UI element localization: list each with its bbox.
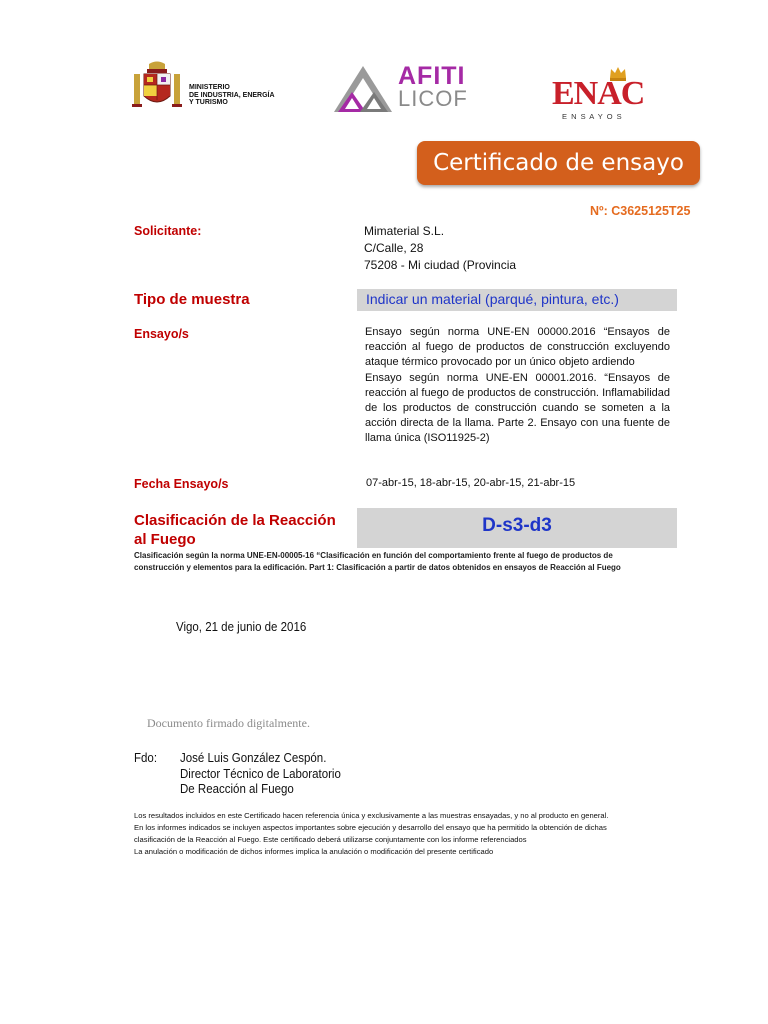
ministerio-text: MINISTERIO DE INDUSTRIA, ENERGÍA Y TURISMO bbox=[189, 84, 275, 107]
footer-line: clasificación de la Reacción al Fuego. Este certificado deberá utilizarse conjuntamente con los informe referenciados bbox=[134, 835, 527, 844]
ministerio-logo bbox=[132, 60, 292, 116]
footer-line: En los informes indicados se incluyen aspectos importantes sobre ejecución y desarrollo del ensayo que ha permitido la obtención de dichas bbox=[134, 823, 607, 832]
clasificacion-note: Clasificación según la norma UNE-EN-00005-16 “Clasificación en función del comportamiento frente al fuego de productos de construcción y elementos para la edificación. Part 1: Clasificación a partir de datos obtenidos en ensayos de Reacción al Fuego bbox=[134, 551, 621, 572]
signatory-name: José Luis González Cespón. bbox=[180, 751, 327, 765]
enac-logo bbox=[552, 64, 647, 124]
solicitante-address: C/Calle, 28 bbox=[364, 241, 424, 255]
ensayo-paragraph: Ensayo según norma UNE-EN 00000.2016 “Ensayos de reacción al fuego de productos de construcción excluyendo ataque térmico provocado por un único objeto ardiendo bbox=[365, 326, 670, 369]
tipo-muestra-value: Indicar un material (parqué, pintura, etc.) bbox=[366, 291, 619, 307]
ensayos-text bbox=[365, 325, 670, 447]
solicitante-label: Solicitante: bbox=[134, 224, 202, 238]
afiti-triangle-icon bbox=[332, 64, 394, 114]
signatory-department: De Reacción al Fuego bbox=[180, 782, 294, 796]
digital-signature-note: Documento firmado digitalmente. bbox=[147, 716, 310, 730]
signatory-role: Director Técnico de Laboratorio bbox=[180, 766, 341, 781]
afiti-text: AFITI bbox=[398, 62, 466, 90]
solicitante-name: Mimaterial S.L. bbox=[364, 224, 445, 238]
enac-text: ENAC bbox=[552, 75, 645, 112]
certificate-number: Nº: C3625125T25 bbox=[590, 204, 691, 218]
signatory-block bbox=[180, 751, 341, 798]
certificate-title-banner: Certificado de ensayo bbox=[417, 141, 700, 185]
footer-line: Los resultados incluidos en este Certificado hacen referencia única y exclusivamente a las muestras ensayadas, y no al producto en general. bbox=[134, 811, 609, 820]
coat-of-arms-icon bbox=[132, 60, 182, 114]
enac-ensayos-text: E N S A Y O S bbox=[562, 112, 623, 121]
fecha-ensayo-label: Fecha Ensayo/s bbox=[134, 477, 229, 491]
fecha-ensayo-value: 07-abr-15, 18-abr-15, 20-abr-15, 21-abr-15 bbox=[366, 477, 576, 489]
solicitante-city: 75208 - Mi ciudad (Provincia bbox=[364, 258, 517, 272]
ensayos-label: Ensayo/s bbox=[134, 327, 189, 341]
clasificacion-value: D-s3-d3 bbox=[482, 515, 552, 536]
tipo-muestra-label: Tipo de muestra bbox=[134, 291, 250, 308]
afiti-licof-logo bbox=[332, 64, 492, 116]
fdo-label: Fdo: bbox=[134, 751, 158, 765]
clasificacion-label: Clasificación de la Reacción al Fuego bbox=[134, 512, 336, 548]
legal-footer bbox=[134, 810, 694, 858]
licof-text: LICOF bbox=[398, 86, 468, 111]
footer-line: La anulación o modificación de dichos informes implica la anulación o modificación del presente certificado bbox=[134, 847, 494, 856]
ensayo-paragraph: Ensayo según norma UNE-EN 00001.2016. “Ensayos de reacción al fuego de productos de construcción. Inflamabilidad de los productos de construcción cuando se someten a la acción directa de la llama. Parte 2. Ensayo con una fuente de llama única (ISO11925-2) bbox=[365, 371, 670, 445]
place-date: Vigo, 21 de junio de 2016 bbox=[176, 620, 307, 634]
solicitante-value bbox=[364, 223, 516, 274]
